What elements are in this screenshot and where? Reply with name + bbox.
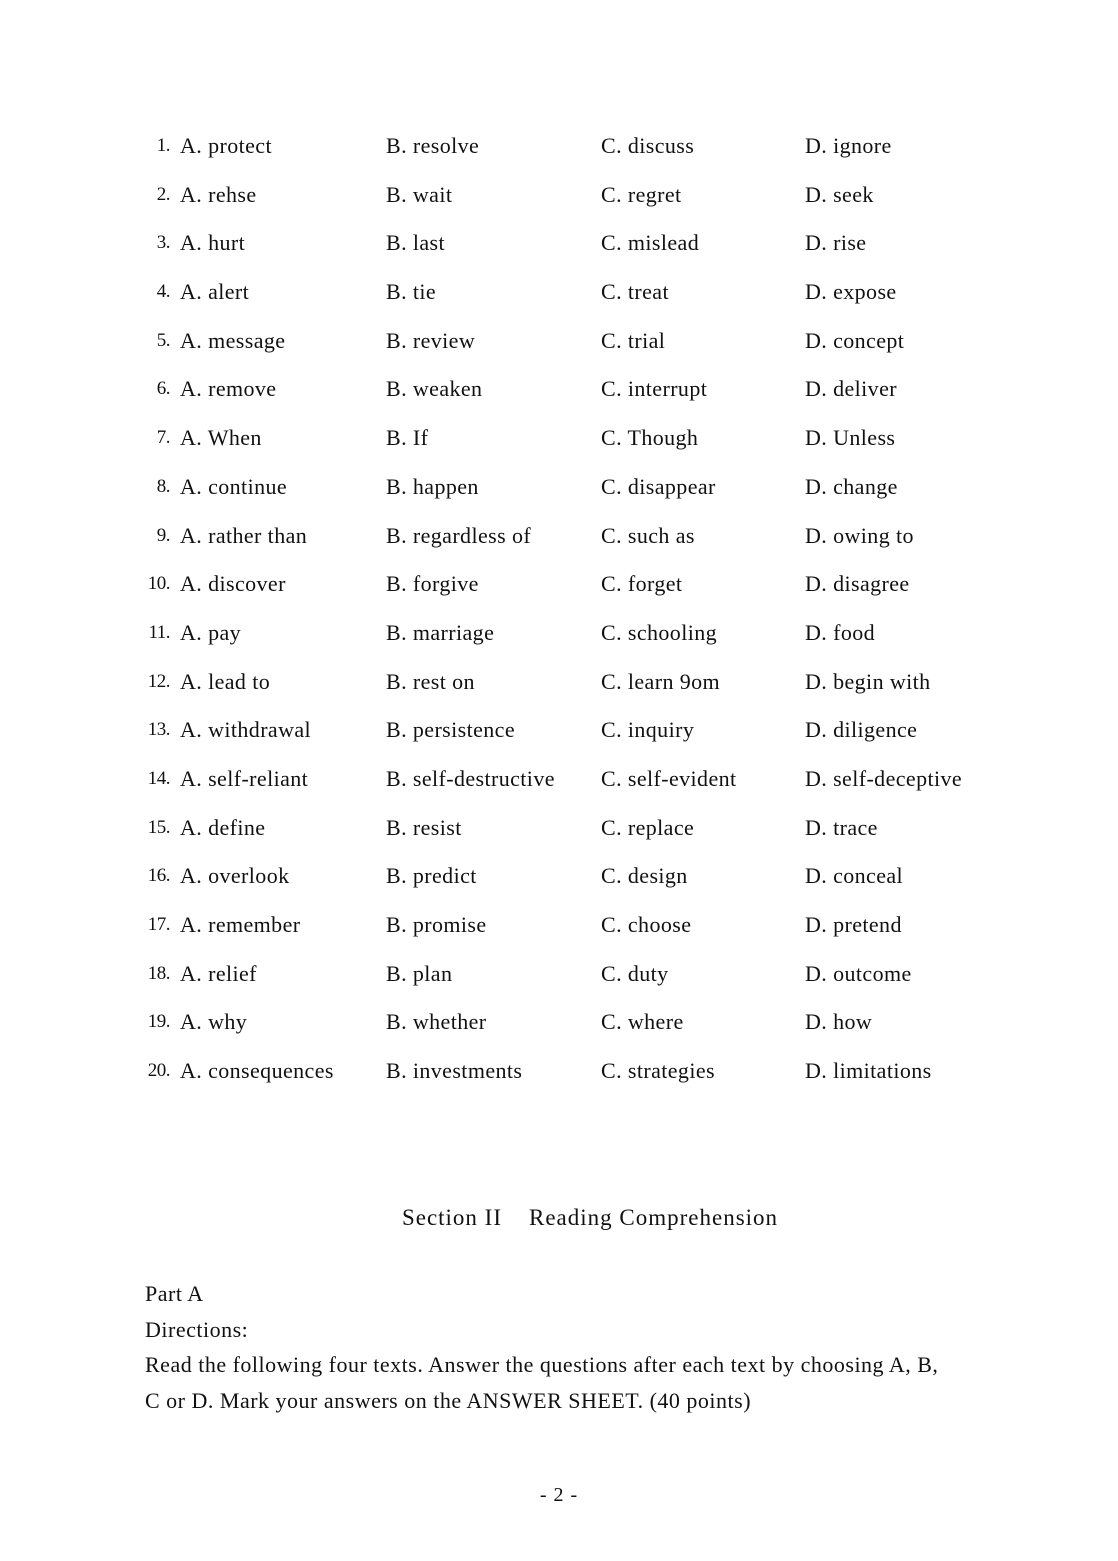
option-d: D. diligence xyxy=(805,717,918,743)
option-a: A. When xyxy=(180,425,262,451)
option-d: D. change xyxy=(805,473,898,499)
option-a: A. why xyxy=(180,1009,248,1035)
question-number: 14. xyxy=(147,767,170,789)
option-d: D. trace xyxy=(805,814,878,840)
option-d: D. ignore xyxy=(805,133,892,158)
option-d: D. rise xyxy=(805,230,867,256)
question-number: 18. xyxy=(147,962,170,984)
option-c: C. mislead xyxy=(601,230,700,256)
question-row xyxy=(144,128,974,177)
option-b: B. review xyxy=(386,327,476,353)
option-a: A. alert xyxy=(180,279,250,305)
option-b: B. forgive xyxy=(386,571,479,597)
option-a: A. hurt xyxy=(180,230,246,256)
question-number: 17. xyxy=(147,914,170,935)
question-row xyxy=(144,177,974,226)
question-row xyxy=(144,518,974,567)
option-c: C. choose xyxy=(601,912,692,937)
question-row xyxy=(144,420,974,469)
question-row xyxy=(144,274,974,323)
option-d: D. owing to xyxy=(805,522,914,548)
option-a: A. message xyxy=(180,327,286,353)
option-c: C. design xyxy=(601,863,688,889)
cloze-options-list xyxy=(144,128,974,1102)
page-number: - 2 - xyxy=(539,1484,579,1506)
option-d: D. food xyxy=(805,619,876,645)
option-b: B. predict xyxy=(386,863,477,889)
directions-label: Directions: xyxy=(145,1316,249,1342)
option-a: A. discover xyxy=(180,571,286,597)
question-row xyxy=(144,664,974,713)
option-b: B. investments xyxy=(386,1058,523,1084)
option-b: B. resist xyxy=(386,814,462,840)
option-c: C. interrupt xyxy=(601,376,708,402)
option-a: A. withdrawal xyxy=(180,717,312,743)
option-d: D. expose xyxy=(805,279,897,305)
option-d: D. limitations xyxy=(805,1058,932,1084)
option-c: C. Though xyxy=(601,425,699,451)
question-row xyxy=(144,615,974,664)
option-c: C. duty xyxy=(601,960,669,986)
question-row xyxy=(144,225,974,274)
option-d: D. how xyxy=(805,1009,873,1035)
question-number: 1. xyxy=(156,135,170,156)
option-c: C. inquiry xyxy=(601,717,695,743)
option-b: B. self-destructive xyxy=(386,765,555,791)
option-d: D. concept xyxy=(805,327,905,353)
option-d: D. seek xyxy=(805,181,874,207)
option-b: B. plan xyxy=(386,960,453,986)
option-a: A. protect xyxy=(180,133,272,158)
question-row xyxy=(144,1004,974,1053)
option-a: A. continue xyxy=(180,473,288,499)
option-b: B. tie xyxy=(386,279,437,305)
question-number: 7. xyxy=(156,427,170,449)
question-number: 15. xyxy=(147,816,170,838)
question-number: 2. xyxy=(156,183,170,205)
option-d: D. begin with xyxy=(805,668,931,694)
option-d: D. outcome xyxy=(805,960,912,986)
option-b: B. happen xyxy=(386,473,479,499)
question-number: 13. xyxy=(147,719,170,741)
option-b: B. last xyxy=(386,230,446,256)
option-b: B. marriage xyxy=(386,619,495,645)
question-number: 9. xyxy=(156,524,170,546)
option-a: A. remove xyxy=(180,376,277,402)
option-d: D. deliver xyxy=(805,376,897,402)
option-b: B. persistence xyxy=(386,717,516,743)
question-number: 5. xyxy=(156,329,170,351)
question-row xyxy=(144,371,974,420)
option-a: A. rehse xyxy=(180,181,257,207)
question-number: 16. xyxy=(147,865,170,887)
option-c: C. such as xyxy=(601,522,695,548)
question-number: 19. xyxy=(147,1011,170,1033)
section-title: Section II Reading Comprehension xyxy=(401,1205,779,1230)
question-row xyxy=(144,956,974,1005)
option-a: A. pay xyxy=(180,619,242,645)
option-b: B. promise xyxy=(386,912,487,937)
question-number: 12. xyxy=(147,670,170,692)
directions-text-line-2: C or D. Mark your answers on the ANSWER SHEET. (40 points) xyxy=(145,1387,752,1413)
option-b: B. rest on xyxy=(386,668,475,694)
part-heading: Part A xyxy=(145,1281,204,1306)
question-row xyxy=(144,858,974,907)
question-number: 3. xyxy=(156,232,170,254)
question-row xyxy=(144,566,974,615)
option-b: B. If xyxy=(386,425,429,451)
option-b: B. weaken xyxy=(386,376,483,402)
option-b: B. wait xyxy=(386,181,453,207)
option-c: C. treat xyxy=(601,279,669,305)
question-row xyxy=(144,1053,974,1102)
option-c: C. disappear xyxy=(601,473,716,499)
part-a-block xyxy=(145,1276,975,1418)
option-c: C. self-evident xyxy=(601,765,737,791)
option-c: C. schooling xyxy=(601,619,718,645)
question-row xyxy=(144,469,974,518)
option-a: A. relief xyxy=(180,960,257,986)
question-number: 4. xyxy=(156,281,170,303)
option-c: C. regret xyxy=(601,181,682,207)
option-c: C. strategies xyxy=(601,1058,715,1084)
option-c: C. forget xyxy=(601,571,683,597)
option-a: A. remember xyxy=(180,912,301,937)
option-b: B. whether xyxy=(386,1009,487,1035)
directions-text-line-1: Read the following four texts. Answer the questions after each text by choosing A, B, xyxy=(145,1352,939,1377)
option-c: C. discuss xyxy=(601,133,695,158)
option-a: A. lead to xyxy=(180,668,271,694)
option-d: D. disagree xyxy=(805,571,910,597)
option-a: A. define xyxy=(180,814,266,840)
option-b: B. resolve xyxy=(386,133,480,158)
option-a: A. self-reliant xyxy=(180,765,309,791)
question-row xyxy=(144,761,974,810)
option-d: D. pretend xyxy=(805,912,902,937)
question-number: 6. xyxy=(156,378,170,400)
option-a: A. overlook xyxy=(180,863,290,889)
option-c: C. replace xyxy=(601,814,695,840)
option-a: A. rather than xyxy=(180,522,308,548)
option-d: D. Unless xyxy=(805,425,896,451)
option-d: D. self-deceptive xyxy=(805,765,963,791)
option-c: C. learn 9om xyxy=(601,668,721,694)
question-number: 10. xyxy=(147,573,170,595)
option-c: C. trial xyxy=(601,327,666,353)
question-row xyxy=(144,712,974,761)
question-number: 8. xyxy=(156,475,170,497)
option-d: D. conceal xyxy=(805,863,904,889)
question-row xyxy=(144,323,974,372)
question-number: 20. xyxy=(147,1060,170,1082)
option-a: A. consequences xyxy=(180,1058,334,1084)
question-row xyxy=(144,810,974,859)
question-number: 11. xyxy=(148,621,170,643)
question-row xyxy=(144,907,974,956)
option-b: B. regardless of xyxy=(386,522,532,548)
option-c: C. where xyxy=(601,1009,684,1035)
